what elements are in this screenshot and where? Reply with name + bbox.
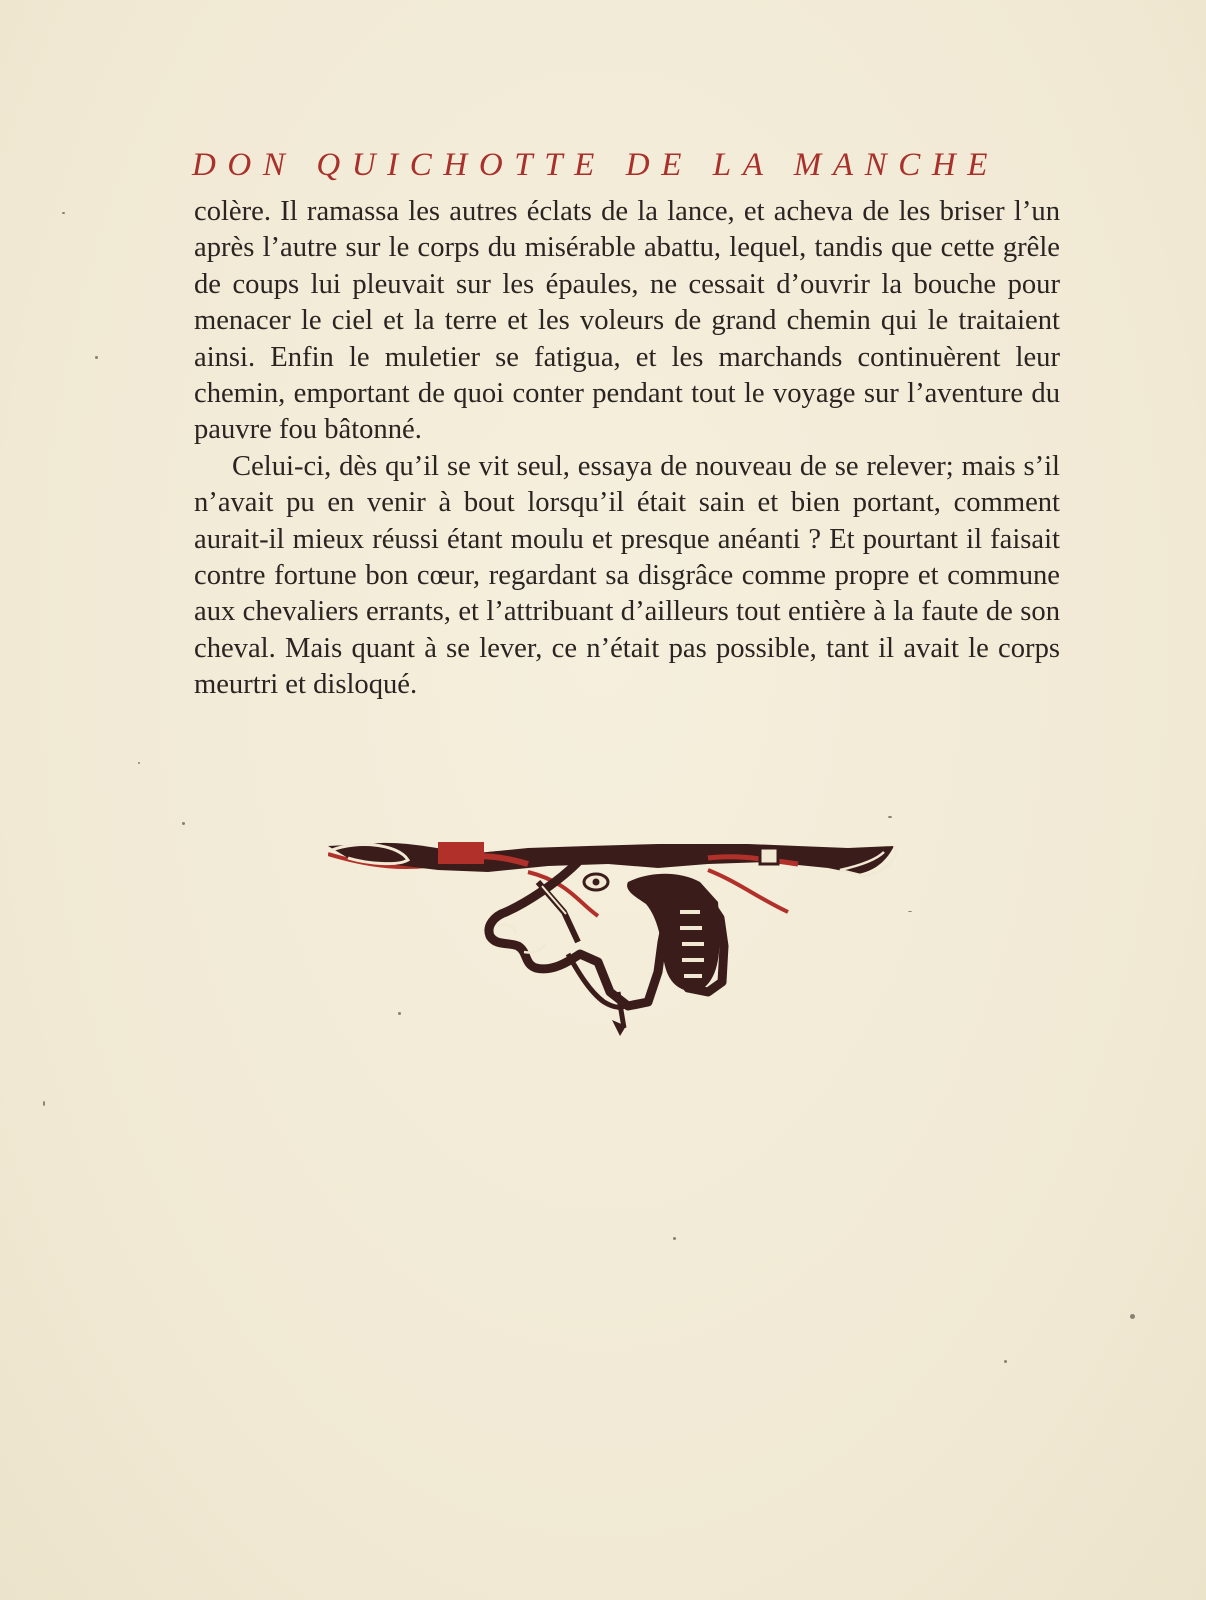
paper-speck (673, 1237, 676, 1240)
paper-speck (95, 356, 98, 359)
paper-speck (62, 212, 65, 214)
paper-speck (1004, 1360, 1007, 1363)
horse-head-ornament-icon (328, 842, 914, 1054)
paper-speck (908, 911, 912, 912)
paper-speck (888, 816, 892, 818)
paper-speck (1130, 1314, 1135, 1319)
paper-speck (398, 1012, 401, 1015)
paper-speck (138, 762, 140, 764)
paper-speck (43, 1101, 45, 1106)
paragraph-2: Celui-ci, dès qu’il se vit seul, essaya de nouveau de se relever; mais s’il n’avait pu en venir à bout lorsqu’il était sain et bien portant, comment aurait-il mieux réussi étant moulu et presque anéanti ? Et pourtant il faisait contre fortune bon cœur, regardant sa disgrâce comme propre et commune aux chevaliers errants, et l’attribuant d’ailleurs tout entière à la faute de son cheval. Mais quant à se lever, ce n’était pas possible, tant il avait le corps meurtri et disloqué. (194, 450, 1060, 701)
body-text (194, 194, 1060, 704)
paragraph-1: colère. Il ramassa les autres éclats de la lance, et acheva de les briser l’un après l’autre sur le corps du misérable abattu, lequel, tandis que cette grêle de coups lui pleuvait sur les épaules, ne cessait d’ouvrir la bouche pour menacer le ciel et la terre et les voleurs de grand chemin qui le traitaient ainsi. Enfin le muletier se fatigua, et les marchands continuèrent leur chemin, emportant de quoi conter pendant tout le voyage sur l’aventure du pauvre fou bâtonné. (194, 196, 1060, 446)
paper-speck (182, 822, 185, 825)
running-head: DON QUICHOTTE DE LA MANCHE (192, 147, 1000, 183)
